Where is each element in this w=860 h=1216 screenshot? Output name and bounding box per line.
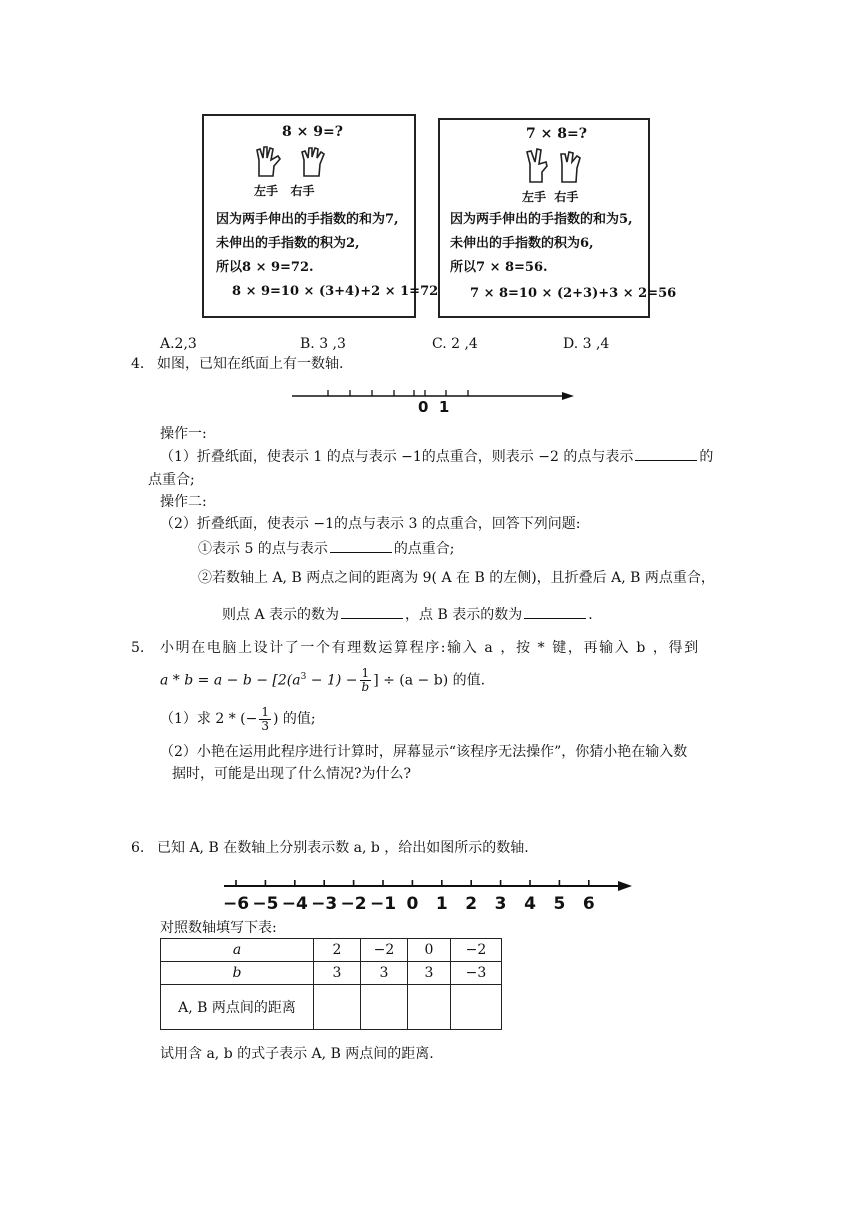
q5-part1 [160,704,316,734]
axis-tick-label: −4 [281,894,308,914]
q6-number-line [222,876,634,914]
axis-tick-label: 1 [435,894,448,914]
axis-tick-label: 6 [582,894,595,914]
table-cell: −3 [451,962,502,985]
q4-axis-labels: 0 1 [418,398,450,416]
table-row [161,985,502,1030]
q5-formula [160,662,485,696]
q4-part2-3-end: . [588,607,593,623]
axis-tick-label: −6 [222,894,250,914]
table-cell: 2 [314,939,361,962]
choice-a: A.2,3 [160,336,197,352]
hand-icon-left [524,146,554,184]
table-cell: 3 [408,962,451,985]
q4-part2-3 [222,604,593,625]
q6-number: 6. [131,840,145,856]
box-left-line-4: 8 × 9=10 × (3+4)+2 × 1=72 [232,284,439,299]
q5-frac-denominator: b [361,680,370,695]
box-left-title: 8 × 9=? [282,124,343,140]
box-left-line-2: 未伸出的手指数的积为2, [216,236,360,251]
axis-tick-label: 3 [494,894,507,914]
q6-table [160,938,502,1030]
axis-tick-label: −5 [252,894,279,914]
q5-formula-fraction [360,667,372,694]
table-cell: −2 [451,939,502,962]
figure-box-right [438,118,677,318]
table-row [161,962,502,985]
hand-icon-right [298,144,328,178]
axis-tick-label: 2 [465,894,478,914]
q4-part2-1-blank[interactable] [330,538,392,553]
box-right-hand-labels: 左手 右手 [522,190,579,204]
table-cell-empty[interactable] [451,985,502,1030]
table-cell: 0 [408,939,451,962]
q5-part2-line2: 据时，可能是出现了什么情况?为什么? [172,766,412,782]
hand-icon-right [556,148,586,184]
q5-part2-line1: （2）小艳在运用此程序进行计算时，屏幕显示“该程序无法操作”，你猜小艳在输入数 [160,744,688,760]
q6-footer: 试用含 a, b 的式子表示 A, B 两点间的距离. [160,1046,434,1062]
q5-formula-part-b: − 1) − [306,672,358,689]
q4-number: 4. [131,356,145,372]
table-row-label-b: b [161,962,314,985]
q4-point-b-blank[interactable] [524,604,586,619]
q4-part1-blank[interactable] [635,446,697,461]
table-cell-empty[interactable] [314,985,361,1030]
figure-box-left [202,114,439,318]
q6-stem: 已知 A, B 在数轴上分别表示数 a, b ，给出如图所示的数轴. [157,840,529,856]
q6-table-caption: 对照数轴填写下表: [160,920,277,936]
q4-part2-3-text: 则点 A 表示的数为 [222,607,340,623]
axis-tick-label: −2 [340,894,367,914]
box-right-line-3: 所以7 × 8=56. [450,260,548,275]
axis-tick-label: −1 [369,894,397,914]
q5-formula-part-c: ] ÷ (a − b) 的值. [373,672,486,689]
q4-part1-tail: 的 [699,449,714,465]
box-left-line-1: 因为两手伸出的手指数的和为7, [216,212,399,227]
table-row-label-a: a [161,939,314,962]
q5-stem: 小明在电脑上设计了一个有理数运算程序:输入 a ，按 * 键，再输入 b ，得到 [160,640,700,656]
q4-part2-3-mid: ，点 B 表示的数为 [405,607,523,623]
q4-op2: 操作二: [160,494,207,510]
table-cell: 3 [314,962,361,985]
box-right-line-2: 未伸出的手指数的积为6, [450,236,594,251]
table-cell-empty[interactable] [408,985,451,1030]
q4-part2-1 [198,538,455,559]
box-left-line-3: 所以8 × 9=72. [216,260,314,275]
axis-tick-label: 0 [406,894,419,914]
q5-formula-exponent: 3 [300,672,307,682]
q4-part1 [160,446,713,467]
q5-part1-frac-den: 3 [261,718,269,733]
q5-part1-text: （1）求 2 * (− [160,711,258,727]
box-left-hand-labels: 左手 右手 [254,184,315,198]
q5-part1-frac-num: 1 [261,704,269,719]
choice-b: B. 3 ,3 [300,336,346,352]
table-cell: −2 [361,939,408,962]
q4-stem: 如图，已知在纸面上有一数轴. [157,356,344,372]
q4-part2-2: ②若数轴上 A, B 两点之间的距离为 9( A 在 B 的左侧)，且折叠后 A, B 两点重合， [198,570,715,586]
q4-part1-text: （1）折叠纸面，使表示 1 的点与表示 −1的点重合，则表示 −2 的点与表示 [160,449,634,465]
q4-point-a-blank[interactable] [341,604,403,619]
box-right-title: 7 × 8=? [526,126,587,142]
table-row-label-distance: A, B 两点间的距离 [161,985,314,1030]
q4-op1: 操作一: [160,426,207,442]
box-right-line-1: 因为两手伸出的手指数的和为5, [450,212,633,227]
choice-d: D. 3 ,4 [563,336,610,352]
axis-tick-label: −3 [311,894,338,914]
q4-part2-1-text: ①表示 5 的点与表示 [198,541,328,557]
q5-number: 5. [131,640,145,656]
q4-part2-1-tail: 的点重合; [393,541,455,557]
q5-part1-tail: ) 的值; [273,711,316,727]
axis-tick-label: 4 [524,894,536,914]
hand-icon-left [254,144,284,178]
box-right-line-4: 7 × 8=10 × (2+3)+3 × 2=56 [470,286,677,301]
table-cell-empty[interactable] [361,985,408,1030]
table-row [161,939,502,962]
q5-part1-fraction [259,706,271,733]
axis-tick-label: 5 [553,894,566,914]
q5-frac-numerator: 1 [361,666,370,681]
choice-c: C. 2 ,4 [432,336,478,352]
q4-part2: （2）折叠纸面，使表示 −1的点与表示 3 的点重合，回答下列问题: [160,516,581,532]
q4-part1-cont: 点重合; [148,472,195,488]
q5-formula-part-a: a * b = a − b − [2(a [160,672,301,689]
table-cell: 3 [361,962,408,985]
